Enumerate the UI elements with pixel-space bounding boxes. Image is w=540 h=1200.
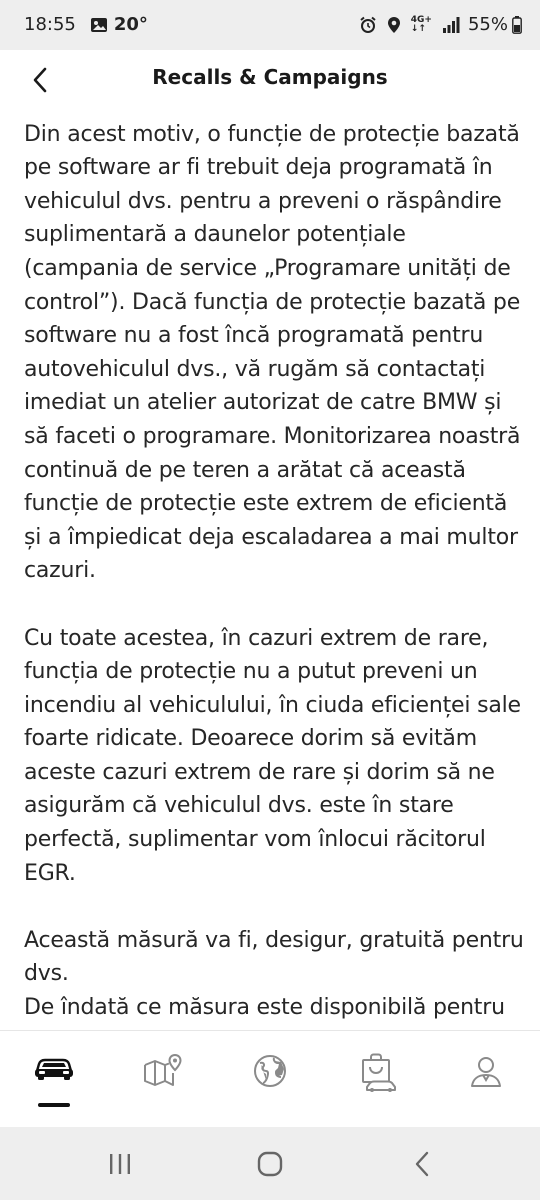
profile-icon xyxy=(468,1053,504,1089)
status-temperature: 20° xyxy=(113,14,148,35)
recall-description[interactable] xyxy=(24,84,524,1030)
network-type: 4G+ xyxy=(410,14,432,25)
signal-icon xyxy=(442,17,460,33)
back-nav-button[interactable] xyxy=(402,1146,442,1182)
car-icon xyxy=(33,1053,75,1081)
paragraph-contact: De îndată ce măsura este disponibilă pentru xyxy=(24,995,505,1021)
status-left xyxy=(24,14,148,35)
status-time: 18:55 xyxy=(24,14,76,35)
status-bar xyxy=(0,0,540,50)
location-icon xyxy=(387,16,401,34)
tab-profile[interactable] xyxy=(451,1053,521,1103)
paragraph-rare-cases: Cu toate acestea, în cazuri extrem de rare, funcția de protecție nu a putut preveni un incendiu al vehiculului, în ciuda eficienței sale foarte ridicate. Deoarece dorim să evităm aceste cazuri extrem de rare și dorim să ne asigurăm că vehiculul dvs. este în stare perfectă, suplimentar vom înlocui răcitorul EGR. xyxy=(24,625,521,886)
tab-vehicle[interactable] xyxy=(19,1053,89,1103)
system-nav-bar xyxy=(0,1126,540,1200)
recent-apps-button[interactable] xyxy=(100,1146,140,1182)
status-right xyxy=(349,14,522,35)
map-pin-icon xyxy=(141,1053,183,1089)
battery-icon xyxy=(512,16,522,34)
tab-map[interactable] xyxy=(127,1053,197,1103)
paragraph-free-of-charge: Această măsură va fi, desigur, gratuită pentru dvs. xyxy=(24,927,524,987)
paragraph-gap xyxy=(24,890,524,924)
gallery-icon xyxy=(90,17,108,33)
home-icon xyxy=(257,1151,283,1177)
app-header xyxy=(0,50,540,108)
page-title: Recalls & Campaigns xyxy=(152,65,388,89)
tab-shop[interactable] xyxy=(343,1053,413,1103)
shop-bag-icon xyxy=(357,1053,399,1093)
globe-icon xyxy=(252,1053,288,1089)
paragraph-gap xyxy=(24,588,524,622)
tab-explore[interactable] xyxy=(235,1053,305,1103)
battery-level: 55% xyxy=(467,14,508,35)
back-icon xyxy=(413,1151,431,1177)
paragraph-protection-function: Din acest motiv, o funcție de protecție bazată pe software ar fi trebuit deja programată în vehiculul dvs. pentru a preveni o răspândire suplimentară a daunelor potențiale (campania de service „Programare unități de control”). Dacă funcția de protecție bazată pe software nu a fost încă programată pentru autovehiculul dvs., vă rugăm să contactați imediat un atelier autorizat de catre BMW și să faceti o programare. Monitorizarea noastră continuă de pe teren a arătat că această funcție de protecție este extrem de eficientă și a împiedicat deja escaladarea a mai multor cazuri. xyxy=(24,121,521,584)
network-activity: ↓↑ xyxy=(410,23,426,34)
tab-bar xyxy=(0,1030,540,1127)
network-indicator xyxy=(411,16,432,34)
recent-apps-icon xyxy=(107,1152,133,1176)
home-button[interactable] xyxy=(250,1146,290,1182)
alarm-icon xyxy=(359,16,377,34)
active-tab-indicator xyxy=(38,1103,70,1107)
